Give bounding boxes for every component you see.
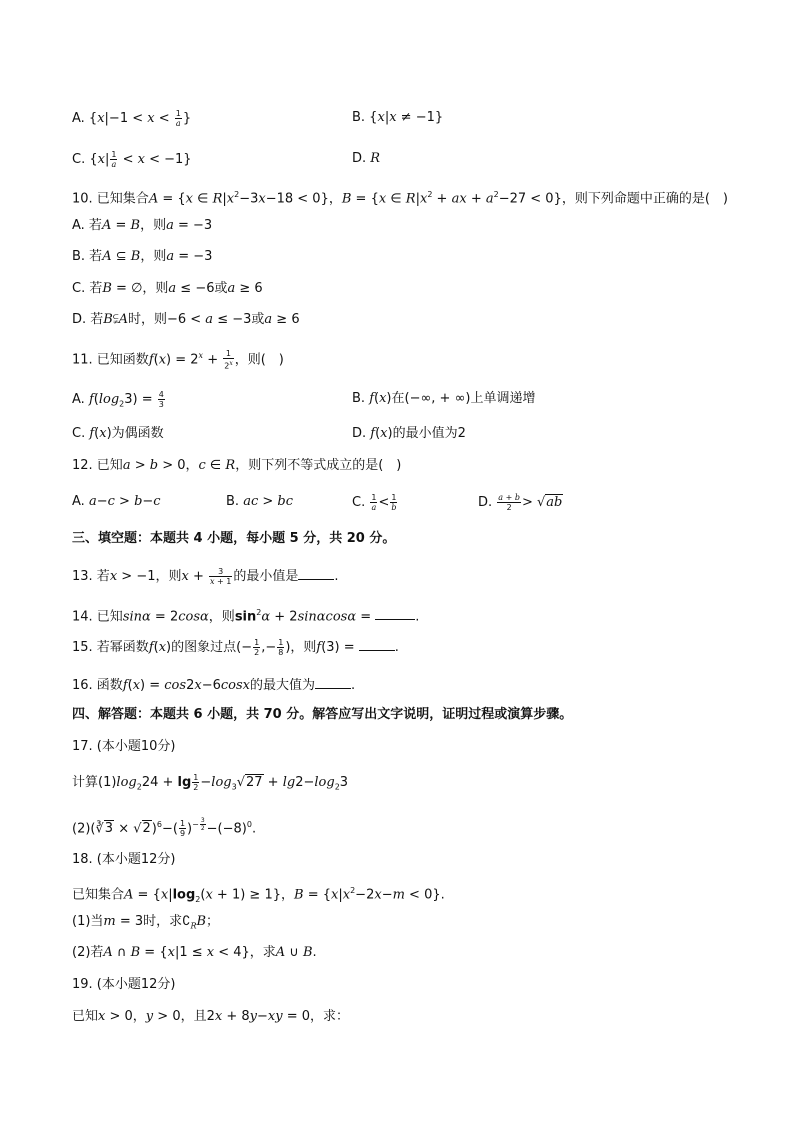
q12-option-a: A. a−c > b−c [72, 494, 161, 509]
q11-option-c: C. f(x)为偶函数 [72, 426, 164, 441]
q12-stem: 12. 已知a > b > 0，c ∈ R，则下列不等式成立的是( ) [72, 458, 402, 473]
q9-option-a: A. {x|−1 < x < $\frac{1}{a}$ } [72, 109, 192, 128]
q9-option-b: B. {x|x ≠ −1} [352, 110, 444, 125]
q11-option-a: A. $f(\log_23)$ = $\frac{4}{3}$ [72, 390, 164, 409]
q17-part-2: (2)(∛3 × √2)$^6$−( $\frac{1}{9}$ )$^{- \frac{3}{2}}$ $-(-8)^0$. [72, 817, 257, 839]
q18-part-1: (1)当m = 3时，求$∁_RB$； [72, 914, 220, 931]
q10-option-b: B. 若A ⊆ B，则a = −3 [72, 249, 213, 264]
q18-part-2: (2)若A ∩ B = {x|1 ≤ x < 4}，求A ∪ B. [72, 945, 317, 960]
section-3-heading: 三、填空题：本题共 4 小题，每小题 5 分，共 20 分。 [72, 531, 396, 546]
q11-stem: 11. 已知函数$f(x) = 2^x$ + $\frac{1}{2^x}$ ，则( ) [72, 349, 284, 371]
q19-stem: 已知x > 0，y > 0，且2x + 8y−xy = 0，求： [72, 1009, 350, 1024]
q9-option-c: C. {x| $\frac{1}{a}$ < x < −1} [72, 150, 192, 169]
q10-option-d: D. 若B⫋A时，则−6 < a ≤ −3或a ≥ 6 [72, 312, 300, 327]
q19-heading: 19. (本小题12分) [72, 977, 176, 992]
q12-option-b: B. ac > bc [226, 494, 293, 509]
q18-heading: 18. (本小题12分) [72, 852, 176, 867]
q10-option-a: A. 若A = B，则a = −3 [72, 218, 213, 233]
q10-option-c: C. 若B = ∅，则a ≤ −6或a ≥ 6 [72, 281, 263, 296]
q11-option-d: D. f(x)的最小值为2 [352, 426, 466, 441]
q14: 14. 已知sinα = 2cosα，则$\sin^2\alpha + 2\sin\alpha\cos\alpha$ = . [72, 608, 420, 625]
q16: 16. 函数f(x) = cos2x−6cosx的最大值为 . [72, 678, 356, 693]
q11-option-b: B. f(x)在(−∞, + ∞)上单调递增 [352, 391, 536, 406]
q13: 13. 若x > −1，则x + $\frac{3}{x + 1}$ 的最小值是 . [72, 567, 339, 586]
q9-option-d: D. R [352, 151, 381, 166]
q15: 15. 若幂函数f(x)的图象过点(− $\frac{1}{2}$ ,− $\frac{1}{8}$ )，则f(3) = . [72, 638, 399, 657]
section-4-heading: 四、解答题：本题共 6 小题，共 70 分。解答应写出文字说明，证明过程或演算步骤。 [72, 707, 573, 722]
q12-option-c: C. $\frac{1}{a}$ < $\frac{1}{b}$ [352, 493, 397, 512]
q12-option-d: D. $\frac{a + b}{2}$ > √ab [478, 493, 563, 512]
q17-part-1: 计算$(1)\log_224 + \lg$ $\frac{1}{2}$ $-\log_3√27 + \lg 2-\log_23$ [72, 773, 349, 792]
q18-stem: 已知集合$A = \{x|\log_2(x + 1) \ge 1\}$，$B = \{x|x^2-2x-m < 0\}$. [72, 886, 445, 904]
q17-heading: 17. (本小题10分) [72, 739, 176, 754]
q10-stem: 10. 已知集合A = {x ∈ $R|x^2-3x-18 < 0$}，B = {x ∈ $R|x^2$ + ax + $a^2-27 < 0$}，则下列命题中正确的是( ) [72, 190, 728, 207]
